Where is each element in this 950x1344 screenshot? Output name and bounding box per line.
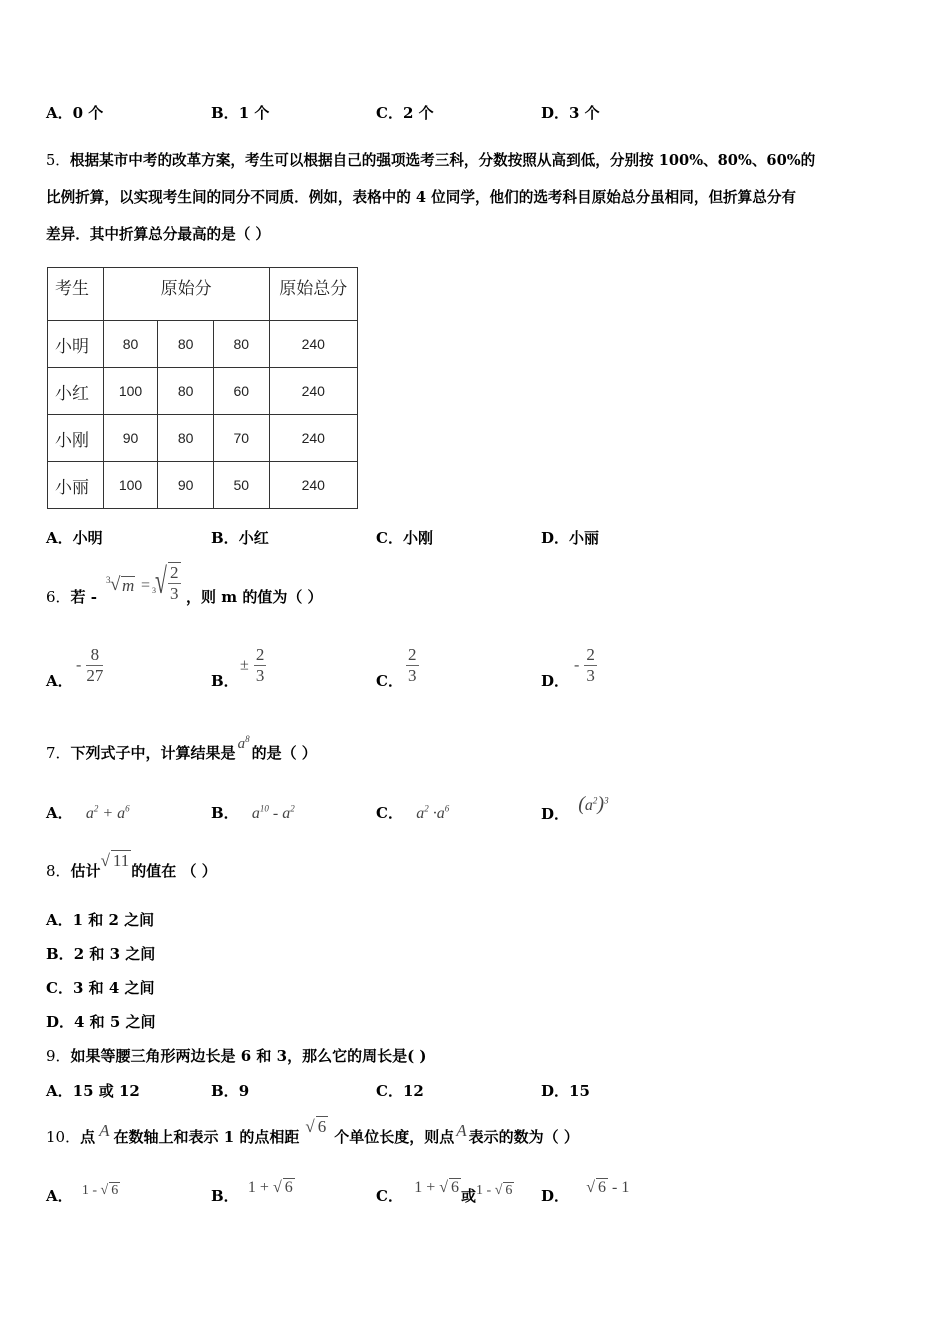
radicand: 11 xyxy=(112,851,130,870)
sign: ± xyxy=(240,656,249,674)
q10-option-b xyxy=(211,1179,295,1206)
q9-option-d xyxy=(541,1080,590,1101)
score-cell: 70 xyxy=(213,415,269,462)
denominator: 3 xyxy=(255,666,265,685)
base: a xyxy=(251,805,260,822)
q5-option-b xyxy=(211,527,269,548)
q8-option-c xyxy=(46,977,155,998)
question-number: 7． xyxy=(46,744,71,762)
q8-stem xyxy=(46,851,217,881)
radicand: 6 xyxy=(598,1179,607,1196)
point-a: A xyxy=(456,1121,467,1140)
table-row xyxy=(48,368,358,415)
q7-option-d xyxy=(541,793,609,825)
q10-option-a xyxy=(46,1185,120,1206)
option-text: 小明 xyxy=(72,529,103,547)
score-table xyxy=(47,267,358,509)
exponent: 6 xyxy=(125,803,130,814)
expression xyxy=(86,805,130,822)
score-cell: 80 xyxy=(158,368,214,415)
q9-text: 如果等腰三角形两边长是 6 和 3，那么它的周长是( ) xyxy=(70,1047,427,1065)
expression xyxy=(252,805,295,822)
q6-option-a xyxy=(76,645,103,686)
exponent: 10 xyxy=(259,803,269,814)
header-examinee: 考生 xyxy=(48,268,104,321)
q7-option-c xyxy=(376,802,449,823)
radicand: 6 xyxy=(451,1179,459,1196)
q7-prefix: 下列式子中，计算结果是 xyxy=(70,744,236,762)
student-name: 小明 xyxy=(48,321,104,368)
option-letter: D． xyxy=(46,1013,75,1031)
option-letter: D． xyxy=(541,805,570,823)
option-letter: C． xyxy=(376,1187,403,1205)
point-a: A xyxy=(99,1121,110,1140)
option-letter: D． xyxy=(541,1082,570,1100)
q5-line-1 xyxy=(46,149,815,170)
option-text: 小红 xyxy=(238,529,269,547)
sign: - xyxy=(76,656,82,674)
q6-option-b-letter: B． xyxy=(211,672,239,690)
expression: 1 - √ 6 xyxy=(81,1183,119,1198)
operator: + xyxy=(102,805,114,822)
q6-option-c-letter: C． xyxy=(376,672,403,690)
score-cell: 90 xyxy=(103,415,158,462)
q10-stem xyxy=(46,1117,579,1147)
header-raw-score: 原始分 xyxy=(103,268,269,321)
question-number: 8． xyxy=(46,862,71,880)
equals-sign: = xyxy=(141,577,151,594)
q7-stem xyxy=(46,734,317,763)
question-number: 10． xyxy=(46,1128,81,1146)
option-text: 小丽 xyxy=(569,529,600,547)
q10-text-4: 表示的数为（ ） xyxy=(468,1128,579,1146)
radicand-m: m xyxy=(122,576,135,595)
operator: - xyxy=(272,805,279,822)
q6-option-d xyxy=(574,645,597,686)
total-cell: 240 xyxy=(269,462,357,509)
left-paren: ( xyxy=(578,793,585,815)
option-letter: D． xyxy=(541,1187,570,1205)
total-cell: 240 xyxy=(269,368,357,415)
option-letter: C． xyxy=(376,804,403,822)
q9-option-c xyxy=(376,1080,424,1101)
option-letter: C． xyxy=(376,1082,403,1100)
option-letter: A． xyxy=(46,104,73,122)
option-text: 1 和 2 之间 xyxy=(72,911,155,929)
q6-option-a-letter: A． xyxy=(46,672,73,690)
q5-text-1: 根据某市中考的改革方案，考生可以根据自己的强项选考三科，分数按照从高到低，分别按 100%、80%、60%的 xyxy=(69,152,816,169)
base: a xyxy=(282,805,291,822)
operator: · xyxy=(432,805,437,822)
option-letter: C． xyxy=(46,979,73,997)
q8-option-a xyxy=(46,909,154,930)
option-letter: B． xyxy=(211,804,239,822)
option-letter: A． xyxy=(46,911,73,929)
option-letter: B． xyxy=(211,1187,239,1205)
q8-option-d xyxy=(46,1011,156,1032)
option-letter: A． xyxy=(46,1082,73,1100)
q9-stem xyxy=(46,1045,427,1066)
cube-root-index: 3 xyxy=(106,575,111,585)
fraction xyxy=(406,645,419,686)
student-name: 小红 xyxy=(48,368,104,415)
student-name: 小丽 xyxy=(48,462,104,509)
score-cell: 100 xyxy=(103,462,158,509)
q4-option-b xyxy=(211,102,269,123)
fraction xyxy=(584,645,597,686)
q6-stem-start xyxy=(46,586,97,607)
score-cell: 100 xyxy=(103,368,158,415)
option-text: 12 xyxy=(402,1082,424,1100)
expr-suffix: - 1 xyxy=(612,1179,630,1196)
option-text: 4 和 5 之间 xyxy=(74,1013,156,1031)
base: a xyxy=(85,805,94,822)
expr-prefix: 1 - xyxy=(81,1183,98,1198)
option-text: 15 xyxy=(569,1082,590,1100)
q8-option-b xyxy=(46,943,155,964)
q6-option-c xyxy=(406,645,419,686)
exponent: 2 xyxy=(290,803,295,814)
base: a xyxy=(584,797,593,814)
numerator: 2 xyxy=(170,563,179,582)
right-paren: ) xyxy=(597,793,605,815)
q10-text-2: 在数轴上和表示 1 的点相距 xyxy=(113,1128,300,1146)
q4-option-c xyxy=(376,102,434,123)
target-expression xyxy=(238,736,250,752)
radicand: 6 xyxy=(505,1183,513,1198)
exponent: 8 xyxy=(245,734,250,744)
q4-option-d xyxy=(541,102,600,123)
q6-prefix: 若 - xyxy=(70,588,97,606)
numerator: 2 xyxy=(255,645,265,664)
table-row xyxy=(48,415,358,462)
option-text: 9 xyxy=(238,1082,250,1100)
expression: 1 + √ 6 xyxy=(414,1179,459,1196)
q9-option-b xyxy=(211,1080,249,1101)
denominator: 27 xyxy=(86,666,104,685)
q10-text-3: 个单位长度，则点 xyxy=(334,1128,455,1146)
option-letter: B． xyxy=(211,1082,239,1100)
expression xyxy=(416,805,449,822)
score-cell: 80 xyxy=(213,321,269,368)
option-letter: D． xyxy=(541,104,570,122)
q10-text-1: 点 xyxy=(80,1128,96,1146)
q7-option-a xyxy=(46,802,130,823)
option-text: 3 个 xyxy=(569,104,600,122)
q6-option-d-letter: D． xyxy=(541,672,570,690)
option-letter: B． xyxy=(46,945,74,963)
numerator: 2 xyxy=(586,645,595,664)
exponent: 2 xyxy=(424,803,429,814)
option-letter: A． xyxy=(46,529,73,547)
base: a xyxy=(416,805,425,822)
option-text: 2 个 xyxy=(402,104,434,122)
score-cell: 90 xyxy=(158,462,214,509)
option-text: 15 或 12 xyxy=(72,1082,140,1100)
option-letter: B． xyxy=(211,529,239,547)
sign: - xyxy=(574,656,580,674)
q7-suffix: 的是（ ） xyxy=(251,744,317,762)
exponent: 2 xyxy=(93,803,99,814)
option-letter: D． xyxy=(541,529,570,547)
score-cell: 60 xyxy=(213,368,269,415)
denominator: 3 xyxy=(586,666,595,685)
sqrt-11: √ 11 xyxy=(100,851,130,870)
expression: √ 6 - 1 xyxy=(586,1179,630,1196)
option-letter: C． xyxy=(376,529,403,547)
q5-line-3: 差异．其中折算总分最高的是（ ） xyxy=(46,226,270,243)
expression xyxy=(578,793,609,815)
header-raw-total: 原始总分 xyxy=(269,268,357,321)
option-text: 3 和 4 之间 xyxy=(72,979,155,997)
q9-option-a xyxy=(46,1080,140,1101)
q7-option-b xyxy=(211,802,295,823)
expression: 1 - √ 6 xyxy=(476,1183,513,1198)
base: a xyxy=(117,805,126,822)
numerator: 8 xyxy=(86,645,103,666)
expr-prefix: 1 - xyxy=(476,1183,492,1198)
or-word: 或 xyxy=(461,1187,477,1205)
radicand: 6 xyxy=(111,1183,119,1198)
q10-option-c xyxy=(376,1179,514,1206)
sqrt-6: √ 6 xyxy=(305,1117,327,1136)
total-cell: 240 xyxy=(269,415,357,462)
denominator: 3 xyxy=(170,584,179,603)
radical-sign: √ xyxy=(110,574,121,595)
q8-prefix: 估计 xyxy=(70,862,101,880)
option-letter: A． xyxy=(46,804,73,822)
score-cell: 80 xyxy=(158,321,214,368)
q6-stem-end: ，则 m 的值为（ ） xyxy=(186,588,323,606)
radical-sign: √ xyxy=(155,561,167,601)
question-number: 5． xyxy=(46,152,70,169)
option-letter: A． xyxy=(46,1187,73,1205)
radicand: 6 xyxy=(317,1117,327,1136)
q5-line-2: 比例折算，以实现考生间的同分不同质．例如，表格中的 4 位同学，他们的选考科目原始总分虽相同，但折算总分有 xyxy=(46,189,797,206)
q6-fraction xyxy=(168,562,181,604)
exponent: 6 xyxy=(444,803,450,814)
q4-option-a xyxy=(46,102,103,123)
question-number: 6． xyxy=(46,588,71,606)
question-number: 9． xyxy=(46,1047,71,1065)
table-row xyxy=(48,321,358,368)
option-text: 2 和 3 之间 xyxy=(73,945,156,963)
score-cell: 80 xyxy=(103,321,158,368)
q5-option-c xyxy=(376,527,433,548)
exponent: 2 xyxy=(592,795,598,806)
q8-suffix: 的值在 （ ） xyxy=(131,862,217,880)
table-header-row xyxy=(48,268,358,321)
cube-root-index: 3 xyxy=(152,586,156,595)
fraction xyxy=(254,645,267,686)
expr-prefix: 1 + xyxy=(414,1179,436,1196)
table-row xyxy=(48,462,358,509)
expression: 1 + √ 6 xyxy=(247,1179,293,1196)
exponent: 3 xyxy=(604,795,609,806)
radicand: 6 xyxy=(284,1179,293,1196)
student-name: 小刚 xyxy=(48,415,104,462)
score-cell: 80 xyxy=(158,415,214,462)
base: a xyxy=(237,736,246,752)
option-text: 1 个 xyxy=(238,104,270,122)
denominator: 3 xyxy=(408,666,417,685)
numerator: 2 xyxy=(408,645,417,664)
q6-option-b xyxy=(240,645,266,686)
q10-option-d xyxy=(541,1179,630,1206)
option-letter: C． xyxy=(376,104,403,122)
option-text: 0 个 xyxy=(72,104,104,122)
expr-prefix: 1 + xyxy=(247,1179,269,1196)
q6-equation xyxy=(106,561,186,612)
total-cell: 240 xyxy=(269,321,357,368)
base: a xyxy=(436,805,445,822)
option-text: 小刚 xyxy=(402,529,433,547)
score-cell: 50 xyxy=(213,462,269,509)
q5-option-d xyxy=(541,527,599,548)
q5-option-a xyxy=(46,527,103,548)
fraction xyxy=(86,645,103,686)
option-letter: B． xyxy=(211,104,239,122)
